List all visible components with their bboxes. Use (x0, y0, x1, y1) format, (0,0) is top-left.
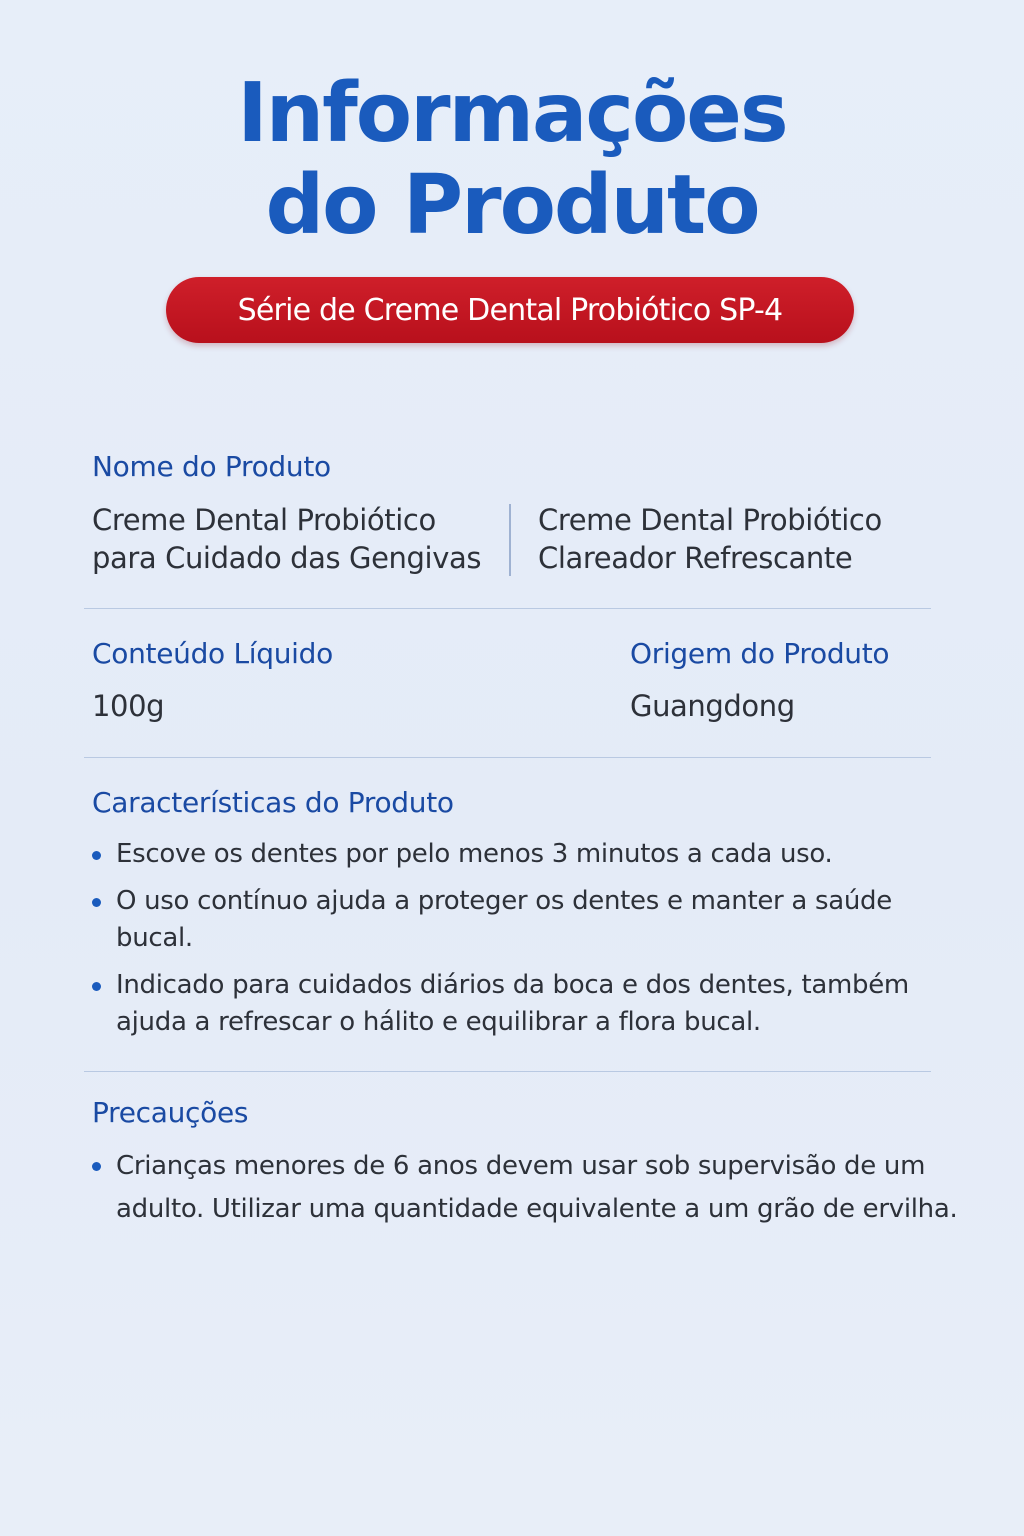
page-title-line2: do Produto (265, 158, 759, 253)
bullet-icon (92, 982, 101, 991)
feature-text: Indicado para cuidados diários da boca e dos dentes, também ajuda a refrescar o hálito e equilibrar a flora bucal. (116, 970, 909, 1037)
bullet-icon (92, 1162, 101, 1171)
bullet-icon (92, 851, 101, 860)
feature-text: Escove os dentes por pelo menos 3 minutos a cada uso. (116, 839, 833, 869)
precautions-label: Precauções (92, 1096, 249, 1129)
product-name-left-line1: Creme Dental Probiótico (92, 503, 436, 537)
product-name-separator (509, 504, 511, 576)
precaution-text: Crianças menores de 6 anos devem usar sob supervisão de um adulto. Utilizar uma quantidade equivalente a um grão de ervilha. (116, 1151, 958, 1224)
page-title-line1: Informações (237, 66, 787, 161)
list-item (92, 883, 952, 957)
feature-text: O uso contínuo ajuda a proteger os dentes e manter a saúde bucal. (116, 886, 892, 953)
list-item (92, 1145, 972, 1231)
bullet-icon (92, 898, 101, 907)
list-item (92, 967, 952, 1041)
section-divider (84, 1071, 931, 1072)
product-name-right (538, 501, 882, 577)
precautions-list (92, 1145, 972, 1231)
product-name-right-line1: Creme Dental Probiótico (538, 503, 882, 537)
net-content-label: Conteúdo Líquido (92, 637, 333, 670)
origin-value: Guangdong (630, 689, 795, 723)
series-badge (166, 277, 854, 343)
product-name-left-line2: para Cuidado das Gengivas (92, 541, 482, 575)
net-content-value: 100g (92, 689, 165, 723)
origin-label: Origem do Produto (630, 637, 890, 670)
features-label: Características do Produto (92, 786, 454, 819)
series-badge-text: Série de Creme Dental Probiótico SP-4 (237, 292, 783, 328)
product-name-right-line2: Clareador Refrescante (538, 541, 853, 575)
product-name-label: Nome do Produto (92, 450, 331, 483)
section-divider (84, 608, 931, 609)
product-name-left (92, 501, 481, 577)
section-divider (84, 757, 931, 758)
features-list (92, 836, 952, 1041)
list-item (92, 836, 952, 873)
